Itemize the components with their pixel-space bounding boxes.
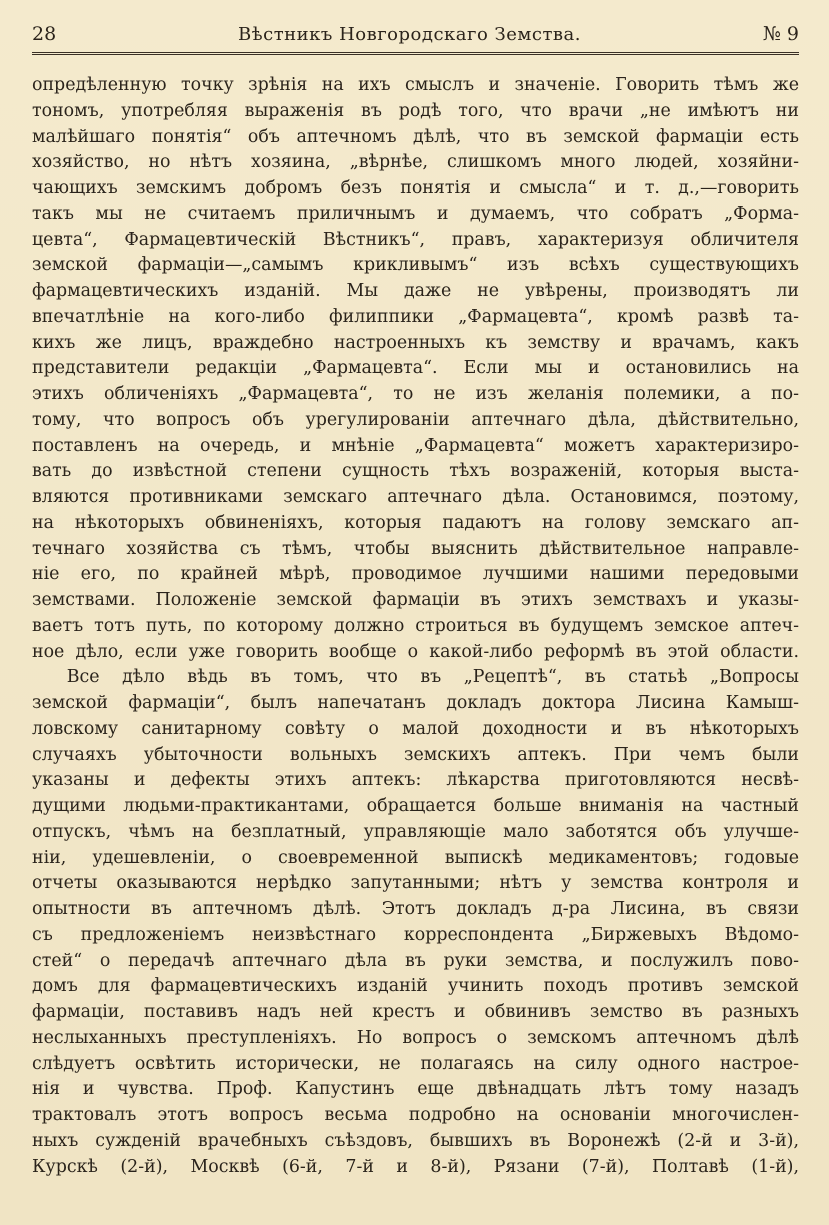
paragraph [32,665,799,1180]
text-line: течнаго хозяйства съ тѣмъ, чтобы выяснить дѣйствительное направле- [32,538,799,559]
text-line: вляются противниками земскаго аптечнаго дѣла. Остановимся, поэтому, [32,487,799,507]
text-line: тономъ, употребляя выраженія въ родѣ того, что врачи „не имѣютъ ни [32,100,799,121]
text-line: цевта“, Фармацевтическій Вѣстникъ“, правъ, характеризуя обличителя [32,229,799,250]
text-line: вать до извѣстной степени сущность тѣхъ возраженій, которыя выста- [32,461,799,482]
text-line: ваетъ тотъ путь, по которому должно строиться въ будущемъ земское аптеч- [32,615,799,636]
header-rule [32,52,799,55]
text-line: фармацевтическихъ изданій. Мы даже не увѣрены, производятъ ли [32,281,799,301]
text-line: опытности въ аптечномъ дѣлѣ. Этотъ докладъ д-ра Лисина, въ связи [32,899,799,919]
text-line: трактовалъ этотъ вопросъ весьма подробно на основаніи многочислен- [32,1105,799,1125]
text-line: опредѣленную точку зрѣнія на ихъ смыслъ и значеніе. Говорить тѣмъ же [32,75,799,95]
text-line: фармаціи, поставивъ надъ ней крестъ и обвинивъ земство въ разныхъ [32,1002,799,1022]
text-line: ное дѣло, если уже говорить вообще о какой-либо реформѣ въ этой области. [32,641,799,662]
text-line: земской фармаціи“, былъ напечатанъ докладъ доктора Лисина Камыш- [32,693,799,713]
text-line: на нѣкоторыхъ обвиненіяхъ, которыя падаютъ на голову земскаго ап- [32,512,799,533]
page-header [32,18,799,50]
paragraph [32,73,799,665]
issue-number: № 9 [762,23,799,45]
text-line: ловскому санитарному совѣту о малой доходности и въ нѣкоторыхъ [32,718,799,739]
text-line: отчеты оказываются нерѣдко запутанными; нѣтъ у земства контроля и [32,873,799,894]
page-number: 28 [32,23,57,45]
text-line: впечатлѣніе на кого-либо филиппики „Фармацевта“, кромѣ развѣ та- [32,306,799,327]
text-line: поставленъ на очередь, и мнѣніе „Фармацевта“ можетъ характеризиро- [32,435,799,456]
text-line: ніе его, по крайней мѣрѣ, проводимое лучшими нашими передовыми [32,564,799,585]
text-line: дущими людьми-практикантами, обращается больше вниманія на частный [32,796,799,816]
text-line: представители редакціи „Фармацевта“. Если мы и остановились на [32,358,799,379]
text-line: стей“ о передачѣ аптечнаго дѣла въ руки земства, и послужилъ пово- [32,950,799,971]
text-line: нія и чувства. Проф. Капустинъ еще двѣнадцать лѣтъ тому назадъ [32,1079,799,1100]
text-line: чающихъ земскимъ добромъ безъ понятія и смысла“ и т. д.,—говорить [32,178,799,198]
text-line: ныхъ сужденій врачебныхъ съѣздовъ, бывшихъ въ Воронежѣ (2-й и 3-й), [32,1130,799,1151]
text-line: этихъ обличеніяхъ „Фармацевта“, то не изъ желанія полемики, а по- [32,384,799,404]
text-line: ніи, удешевленіи, о своевременной выпискѣ медикаментовъ; годовые [32,847,799,868]
text-line: земской фармаціи—„самымъ крикливымъ“ изъ всѣхъ существующихъ [32,255,799,276]
text-line: домъ для фармацевтическихъ изданій учинить походъ противъ земской [32,976,799,997]
text-line: хозяйство, но нѣтъ хозяина, „вѣрнѣе, слишкомъ много людей, хозяйни- [32,152,799,173]
text-line: съ предложеніемъ неизвѣстнаго корреспондента „Биржевыхъ Вѣдомо- [32,924,799,945]
text-line: Все дѣло вѣдь въ томъ, что въ „Рецептѣ“, въ статьѣ „Вопросы [32,667,799,688]
text-line: кихъ же лицъ, враждебно настроенныхъ къ земству и врачамъ, какъ [32,332,799,353]
text-line: Курскѣ (2-й), Москвѣ (6-й, 7-й и 8-й), Рязани (7-й), Полтавѣ (1-й), [32,1156,799,1177]
text-line: тому, что вопросъ объ урегулированіи аптечнаго дѣла, дѣйствительно, [32,409,799,430]
text-line: отпускъ, чѣмъ на безплатный, управляющіе мало заботятся объ улучше- [32,821,799,842]
journal-title: Вѣстникъ Новгородскаго Земства. [238,23,582,45]
text-line: слѣдуетъ освѣтить исторически, не полагаясь на силу одного настрое- [32,1053,799,1074]
text-line: указаны и дефекты этихъ аптекъ: лѣкарства приготовляются несвѣ- [32,770,799,791]
text-line: малѣйшаго понятія“ объ аптечномъ дѣлѣ, что въ земской фармаціи есть [32,126,799,147]
text-line: земствами. Положеніе земской фармаціи въ этихъ земствахъ и указы- [32,590,799,610]
text-line: случаяхъ убыточности вольныхъ земскихъ аптекъ. При чемъ были [32,744,799,765]
article-body [32,73,799,1180]
text-line: такъ мы не считаемъ приличнымъ и думаемъ, что собратъ „Форма- [32,203,799,224]
text-line: неслыханныхъ преступленіяхъ. Но вопросъ о земскомъ аптечномъ дѣлѣ [32,1027,799,1048]
